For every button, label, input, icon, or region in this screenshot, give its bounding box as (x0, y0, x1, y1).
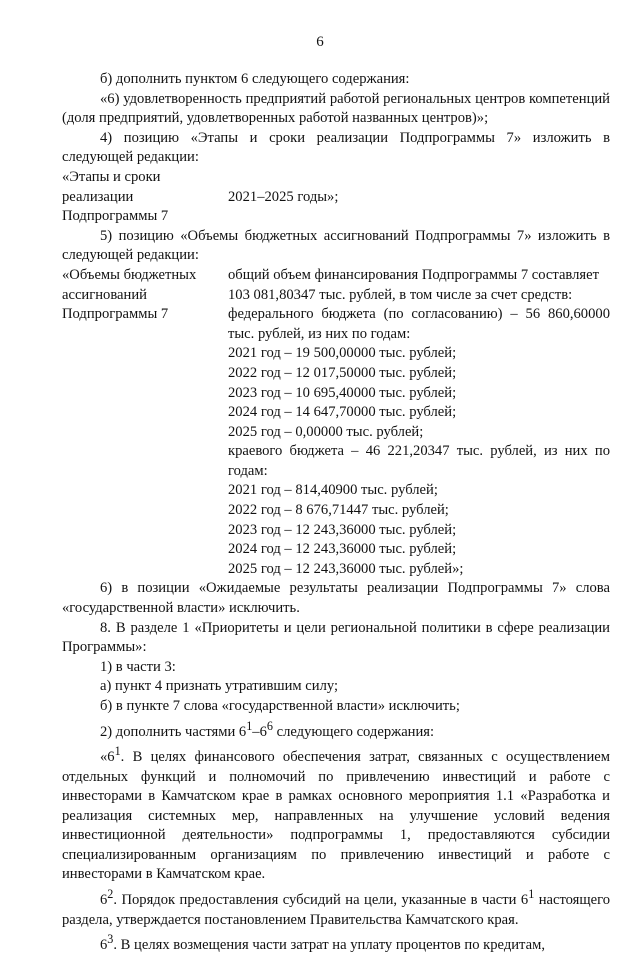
paragraph: 2) дополнить частями $6^1-6^6$ следующего содержания: (100, 718, 435, 740)
regional-2025: 2025 год – 12 243,36000 тыс. рублей»; (228, 560, 464, 577)
table-cell-label: реализации (62, 188, 134, 205)
regional-2024: 2024 год – 12 243,36000 тыс. рублей; (228, 541, 457, 558)
table-cell-value: 2021–2025 годы»; (228, 188, 339, 205)
paragraph: б) в пункте 7 слова «государственной власти» исключить; (100, 698, 460, 714)
federal-2022: 2022 год – 12 017,50000 тыс. рублей; (228, 364, 457, 381)
page-number: 6 (316, 34, 324, 50)
paragraph: $6^2$. Порядок предоставления субсидий на цели, указанные в части $6^1$ настоящего раздела, утверждается постановлением Правительства Камчатского края. (62, 887, 611, 928)
paragraph: 4) позицию «Этапы и сроки реализации Подпрограммы 7» изложить в следующей редакции: (62, 129, 610, 166)
table-cell-value: 103 081,80347 тыс. рублей, в том числе за счет средств: (228, 286, 573, 303)
document-body (62, 70, 610, 956)
federal-2025: 2025 год – 0,00000 тыс. рублей; (228, 423, 424, 440)
paragraph: 1) в части 3: (100, 658, 176, 675)
federal-2021: 2021 год – 19 500,00000 тыс. рублей; (228, 345, 457, 362)
paragraph: а) пункт 4 признать утратившим силу; (100, 678, 339, 695)
paragraph: б) дополнить пунктом 6 следующего содержания: (100, 71, 410, 87)
budget-table (62, 266, 610, 580)
table-cell-label: ассигнований (62, 286, 147, 303)
regional-total: краевого бюджета – 46 221,20347 тыс. рублей, из них по годам: (228, 443, 610, 479)
regional-2022: 2022 год – 8 676,71447 тыс. рублей; (228, 502, 449, 519)
paragraph: 6) в позиции «Ожидаемые результаты реализации Подпрограммы 7» слова «государственной власти» исключить. (62, 580, 610, 617)
table-cell-label: «Объемы бюджетных (62, 266, 197, 283)
paragraph: «6) удовлетворенность предприятий работой региональных центров компетенций (доля предприятий, удовлетворенных работой названных центров)»; (62, 90, 610, 127)
federal-2023: 2023 год – 10 695,40000 тыс. рублей; (228, 384, 457, 401)
federal-2024: 2024 год – 14 647,70000 тыс. рублей; (228, 404, 457, 421)
regional-2021: 2021 год – 814,40900 тыс. рублей; (228, 482, 438, 499)
paragraph: 8. В разделе 1 «Приоритеты и цели региональной политики в сфере реализации Программы»: (62, 619, 610, 656)
table-cell-value: общий объем финансирования Подпрограммы 7 составляет (228, 266, 599, 283)
stages-table (62, 168, 610, 227)
regional-2023: 2023 год – 12 243,36000 тыс. рублей; (228, 521, 457, 538)
paragraph: «$6^1$. В целях финансового обеспечения затрат, связанных с осуществлением отдельных функций и полномочий по привлечению инвестиций и работе с инвесторами в Камчатском крае в рамках основного мероприятия 1.1 «Разработка и реализация системных мер, направленных на улучшение условий ведения инвестиционной деятельности» подпрограммы 1, предоставляются субсидии специализированным организациям по привлечению инвестиций и работе с инвесторами в Камчатском крае. (62, 744, 610, 883)
table-cell-label: Подпрограммы 7 (62, 306, 169, 323)
paragraph: 5) позицию «Объемы бюджетных ассигнований Подпрограммы 7» изложить в следующей редакции: (62, 227, 610, 264)
table-cell-label: Подпрограммы 7 (62, 208, 169, 225)
table-cell-label: «Этапы и сроки (62, 168, 161, 185)
paragraph: $6^3$. В целях возмещения части затрат на уплату процентов по кредитам, (100, 932, 545, 953)
table-cell-value: федерального бюджета (по согласованию) – 56 860,60000 тыс. рублей, из них по годам: (228, 306, 610, 342)
